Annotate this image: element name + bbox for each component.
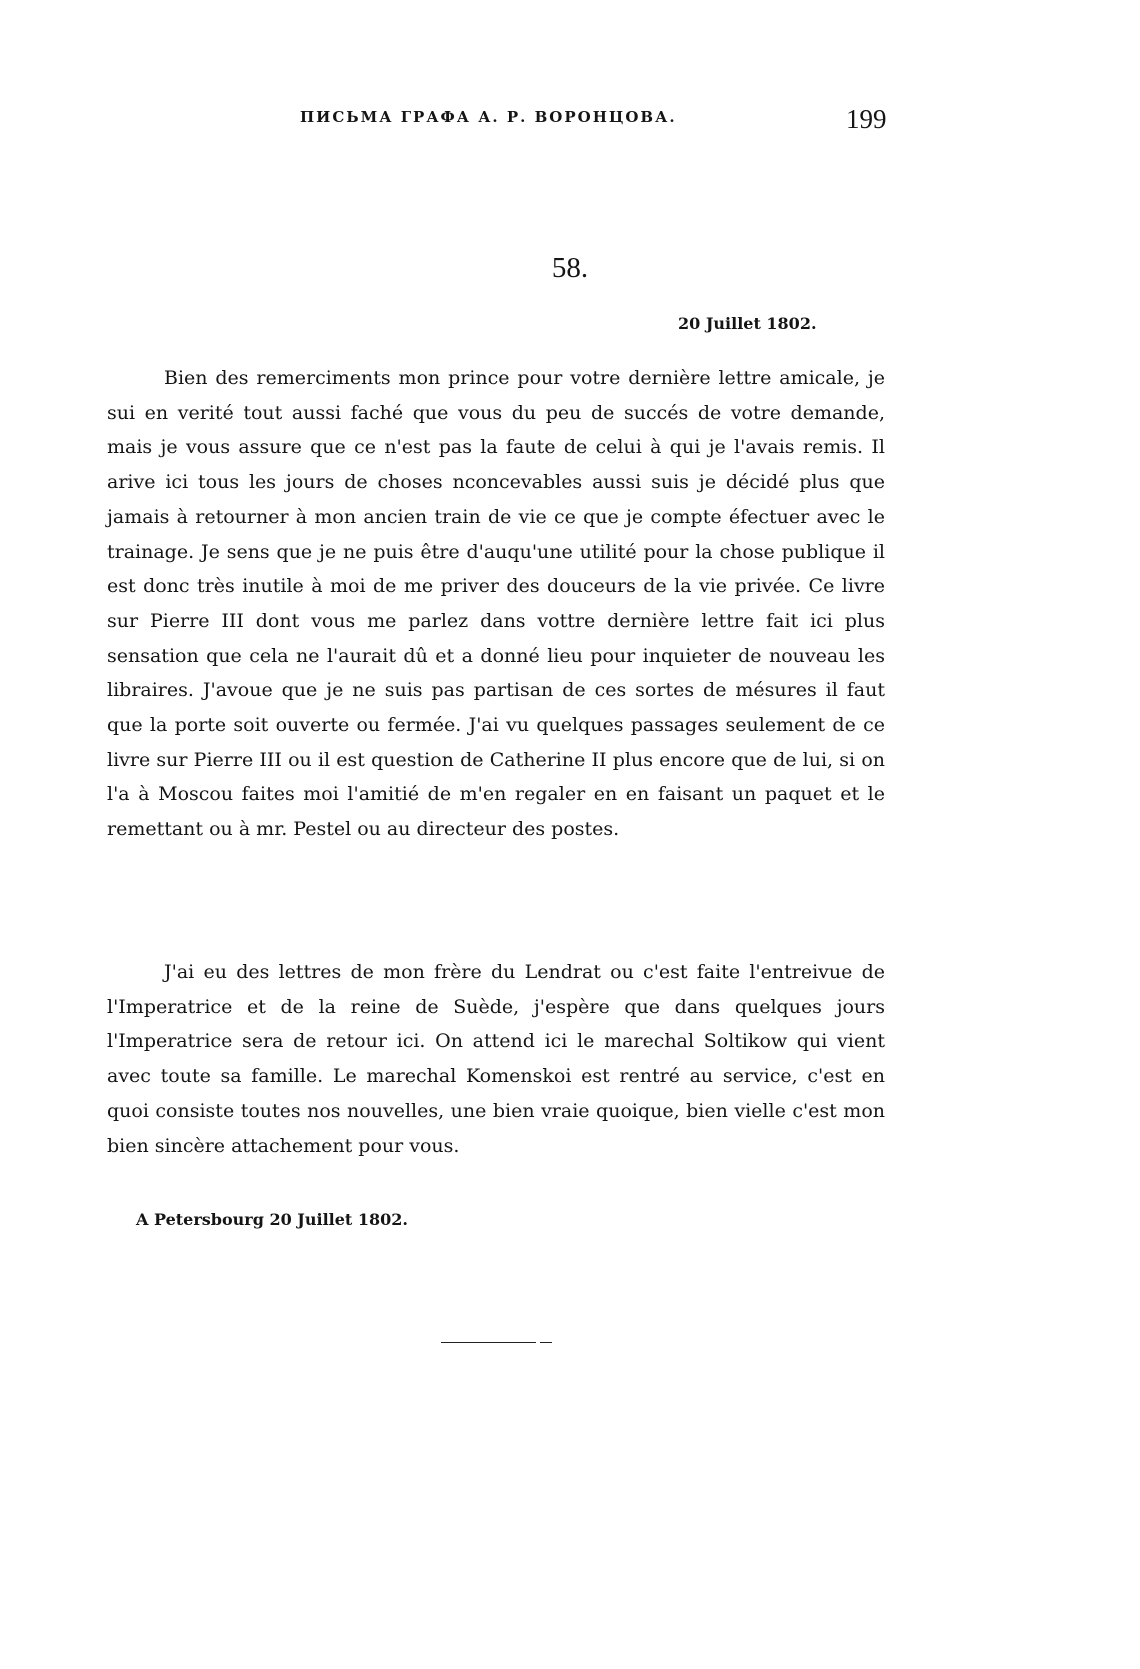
page-number: 199 <box>846 104 887 134</box>
letter-paragraph-2: J'ai eu des lettres de mon frère du Lendrat ou c'est faite l'entreivue de l'Imperatrice et de la reine de Suède, j'espère que dans quelques jours l'Imperatrice sera de retour ici. On attend ici le marechal Soltikow qui vient avec toute sa famille. Le marechal Komenskoi est rentré au service, c'est en quoi consiste toutes nos nouvelles, une bien vraie quoique, bien vielle c'est mon bien sincère attachement pour vous. <box>107 961 885 1157</box>
letter-paragraph-1: Bien des remerciments mon prince pour votre dernière lettre amicale, je sui en verité tout aussi faché que vous du peu de succés de votre demande, mais je vous assure que ce n'est pas la faute de celui à qui je l'avais remis. Il arive ici tous les jours de choses nconcevables aussi suis je décidé plus que jamais à retourner à mon ancien train de vie ce que je compte éfectuer avec le trainage. Je sens que je ne puis être d'auqu'une utilité pour la chose publique il est donc très inutile à moi de me priver des douceurs de la vie privée. Ce livre sur Pierre III dont vous me parlez dans vottre dernière lettre fait ici plus sensation que cela ne l'aurait dû et a donné lieu pour inquieter de nouveau les libraires. J'avoue que je ne suis pas partisan de ces sortes de mésures il faut que la porte soit ouverte ou fermée. J'ai vu quelques passages seulement de ce livre sur Pierre III ou il est question de Catherine II plus encore que de lui, si on l'a à Moscou faites moi l'amitié de m'en regaler en en faisant un paquet et le remettant ou à mr. Pestel ou au directeur des postes. <box>107 367 885 841</box>
letter-signoff: A Petersbourg 20 Juillet 1802. <box>136 1210 408 1229</box>
letter-date: 20 Juillet 1802. <box>678 314 817 333</box>
closing-rule-tail <box>540 1342 552 1343</box>
closing-rule <box>441 1342 536 1343</box>
running-title: ПИСЬМА ГРАФА А. Р. ВОРОНЦОВА. <box>300 108 677 126</box>
letter-number: 58. <box>551 252 589 284</box>
